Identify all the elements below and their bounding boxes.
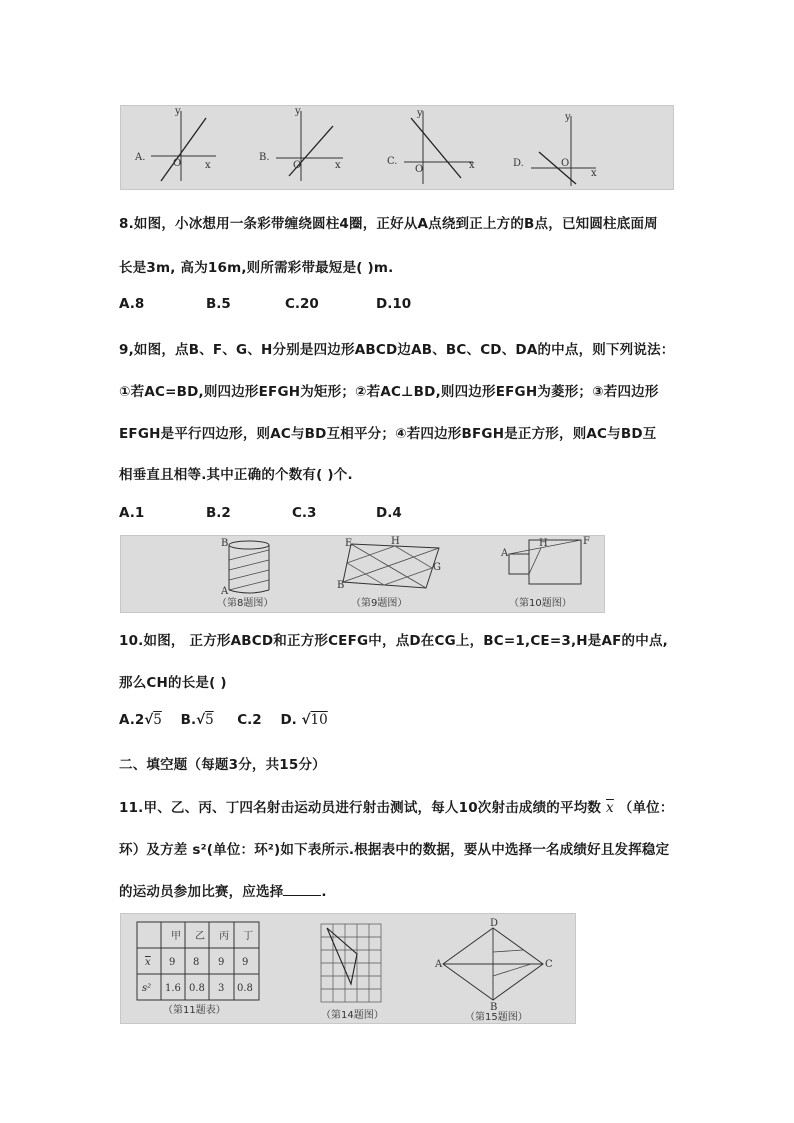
q7-graphs-svg [121,106,674,190]
fig10-caption: （第10题图） [509,598,572,609]
q9-line-1: 9,如图，点B、F、G、H分别是四边形ABCD边AB、BC、CD、DA的中点，则下列说法： [119,342,675,358]
graph-c-y: y [417,108,423,119]
svg-text:D: D [490,918,499,929]
graph-b-o: O [293,160,302,171]
mean-symbol: $\overline{x}$ [606,800,614,816]
graph-c-label: C. [387,156,398,167]
svg-text:B: B [337,580,345,591]
q8-line-2: 长是3m, 高为16m,则所需彩带最短是( )m. [119,260,394,276]
table-row1-label: x [145,957,151,968]
graph-b-x: x [335,160,341,171]
section-2-title: 二、填空题（每题3分，共15分） [119,757,326,773]
svg-text:B: B [490,1002,498,1013]
svg-text:H: H [539,538,548,549]
table-cell-2-3: 3 [218,983,225,994]
answer-blank[interactable] [283,883,321,896]
table-cell-1-1: 9 [169,957,176,968]
q9-line-2: ①若AC=BD,则四边形EFGH为矩形；②若AC⊥BD,则四边形EFGH为菱形；③若四边形 [119,384,659,400]
graph-d-x: x [591,168,597,179]
q9-option-a: A.1 [119,505,145,521]
table-row2-label: s² [142,983,152,994]
graph-d-o: O [561,158,570,169]
table-header-bing: 丙 [219,931,229,942]
fig15-caption: （第15题图） [465,1012,528,1023]
figures-8-10-svg [121,536,605,613]
q10-line-1: 10.如图， 正方形ABCD和正方形CEFG中，点D在CG上，BC=1,CE=3,H是AF的中点, [119,633,668,649]
svg-text:G: G [433,562,441,573]
graph-b-y: y [295,106,301,117]
q7-graphs-photo [120,105,674,190]
q11-line-2: 环）及方差 s²(单位：环²)如下表所示.根据表中的数据，要从中选择一名成绩好且发挥稳定 [119,842,670,858]
q10-option-c: C.2 [237,712,262,728]
table-cell-2-1: 1.6 [165,983,181,994]
svg-text:A: A [221,586,229,597]
figures-11-15-svg [121,914,576,1024]
q10-options [119,712,328,728]
table-cell-1-2: 8 [193,957,200,968]
graph-a-x: x [205,160,211,171]
table-cell-2-4: 0.8 [237,983,253,994]
svg-text:C: C [545,959,553,970]
q10-option-d: D. √10 [280,712,328,728]
graph-b-label: B. [259,152,270,163]
q8-option-d: D.10 [376,296,412,312]
table-cell-1-3: 9 [218,957,225,968]
table-header-jia: 甲 [171,931,181,942]
q10-option-a: A.2√5 [119,712,162,728]
table-cell-2-2: 0.8 [189,983,205,994]
table-header-yi: 乙 [195,931,205,942]
svg-text:B: B [221,538,229,549]
fig8-caption: （第8题图） [217,598,274,609]
q11-line-1: 11.甲、乙、丙、丁四名射击运动员进行射击测试，每人10次射击成绩的平均数 $\overline{x}$ （单位： [119,800,674,816]
fig9-caption: （第9题图） [351,598,408,609]
q10-option-b: B.√5 [180,712,214,728]
table11-caption: （第11题表） [163,1005,226,1016]
graph-c-x: x [469,160,475,171]
q9-option-b: B.2 [206,505,231,521]
q8-option-b: B.5 [206,296,231,312]
q8-option-a: A.8 [119,296,145,312]
q8-option-c: C.20 [285,296,319,312]
q9-line-3: EFGH是平行四边形，则AC与BD互相平分；④若四边形BFGH是正方形，则AC与BD互 [119,426,657,442]
fig14-caption: （第14题图） [321,1010,384,1021]
table-header-ding: 丁 [243,931,253,942]
graph-d-y: y [565,112,571,123]
q9-line-4: 相垂直且相等.其中正确的个数有( )个. [119,467,353,483]
svg-text:A: A [435,959,443,970]
graph-a-label: A. [135,152,146,163]
q8-line-1: 8.如图，小冰想用一条彩带缠绕圆柱4圈，正好从A点绕到正上方的B点，已知圆柱底面周 [119,216,658,232]
graph-a-o: O [173,158,182,169]
q9-option-d: D.4 [376,505,402,521]
svg-text:F: F [583,536,590,547]
figures-8-10-photo [120,535,605,613]
svg-text:E: E [345,538,353,549]
q9-option-c: C.3 [292,505,317,521]
svg-text:H: H [391,536,400,547]
graph-a-y: y [175,106,181,117]
table-cell-1-4: 9 [242,957,249,968]
graph-d-label: D. [513,158,524,169]
figures-11-15-photo [120,913,576,1024]
svg-text:A: A [501,548,509,559]
q11-line-3: 的运动员参加比赛，应选择 . [119,884,327,900]
graph-c-o: O [415,164,424,175]
q10-line-2: 那么CH的长是( ) [119,675,227,691]
